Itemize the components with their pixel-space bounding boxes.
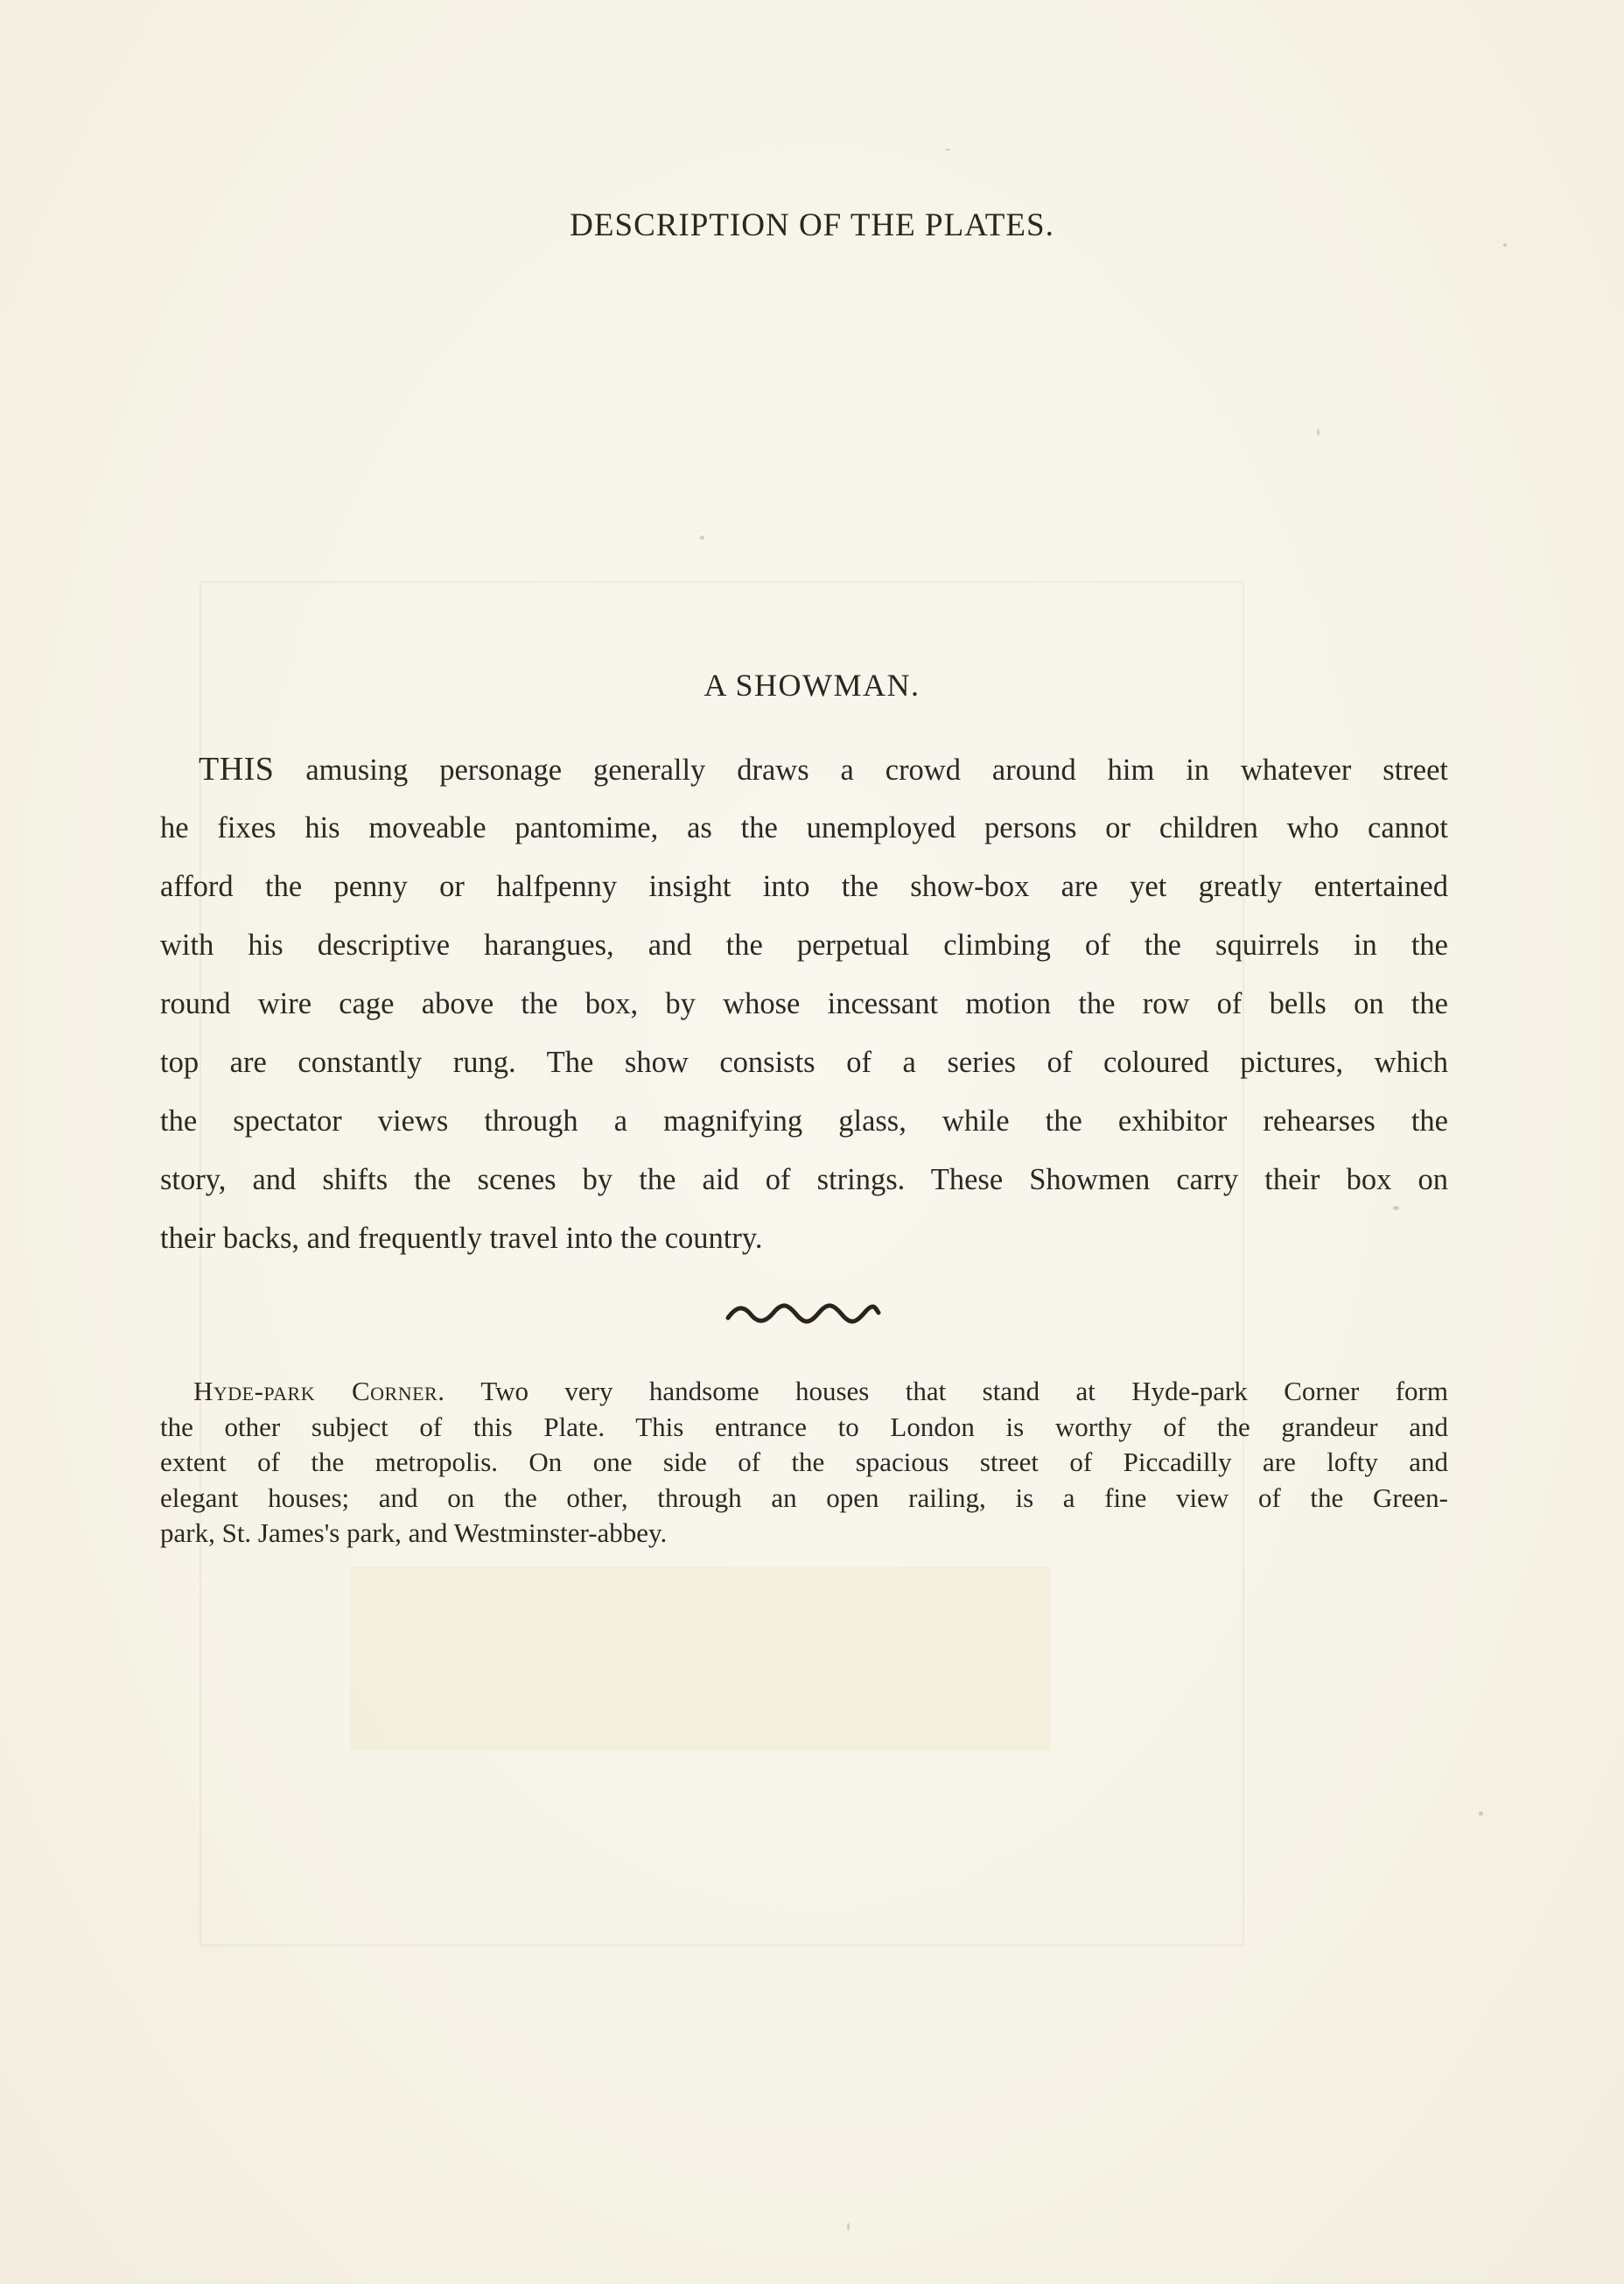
body-line: the spectator views through a magnifying glass, while the exhibitor rehearses the: [160, 1104, 1448, 1138]
body-line: he fixes his moveable pantomime, as the unemployed persons or children who cannot: [160, 811, 1448, 844]
note-line: the other subject of this Plate. This entrance to London is worthy of the grandeur and: [160, 1411, 1448, 1442]
running-head: DESCRIPTION OF THE PLATES.: [570, 207, 1054, 243]
wave-ornament-icon: [724, 1302, 882, 1327]
body-line: story, and shifts the scenes by the aid of strings. These Showmen carry their box on: [160, 1163, 1448, 1196]
show-through-plate-image: [350, 1566, 1050, 1750]
plate-note: [160, 1374, 1448, 1552]
paper-speck: [1393, 1206, 1399, 1210]
note-line: [160, 1374, 1448, 1410]
paper-speck: [700, 536, 704, 540]
body-line: [160, 740, 1448, 799]
note-line: park, St. James's park, and Westminster-abbey.: [160, 1517, 668, 1548]
note-line-rest: Two very handsome houses that stand at Hyde-park Corner form: [444, 1376, 1448, 1406]
paper-speck: [1503, 243, 1507, 247]
paper-speck: [1317, 429, 1320, 436]
paper-speck: [945, 149, 950, 151]
body-first-word: THIS: [199, 751, 275, 788]
body-line-rest: amusing personage generally draws a crowd around him in whatever street: [274, 753, 1448, 787]
note-line: elegant houses; and on the other, through an open railing, is a fine view of the Green-: [160, 1482, 1448, 1513]
section-body: [160, 740, 1448, 1268]
body-line: with his descriptive harangues, and the perpetual climbing of the squirrels in the: [160, 928, 1448, 962]
body-line: top are constantly rung. The show consists of a series of coloured pictures, which: [160, 1046, 1448, 1079]
body-line: afford the penny or halfpenny insight into the show-box are yet greatly entertained: [160, 870, 1448, 903]
paper-speck: [1479, 1811, 1483, 1816]
body-line: round wire cage above the box, by whose incessant motion the row of bells on the: [160, 987, 1448, 1020]
note-line: extent of the metropolis. On one side of the spacious street of Piccadilly are lofty and: [160, 1447, 1448, 1477]
body-line: their backs, and frequently travel into the country.: [160, 1222, 763, 1255]
note-label: Hyde-park Corner.: [193, 1376, 445, 1406]
section-title: A SHOWMAN.: [704, 668, 920, 703]
paper-speck: [847, 2223, 850, 2231]
